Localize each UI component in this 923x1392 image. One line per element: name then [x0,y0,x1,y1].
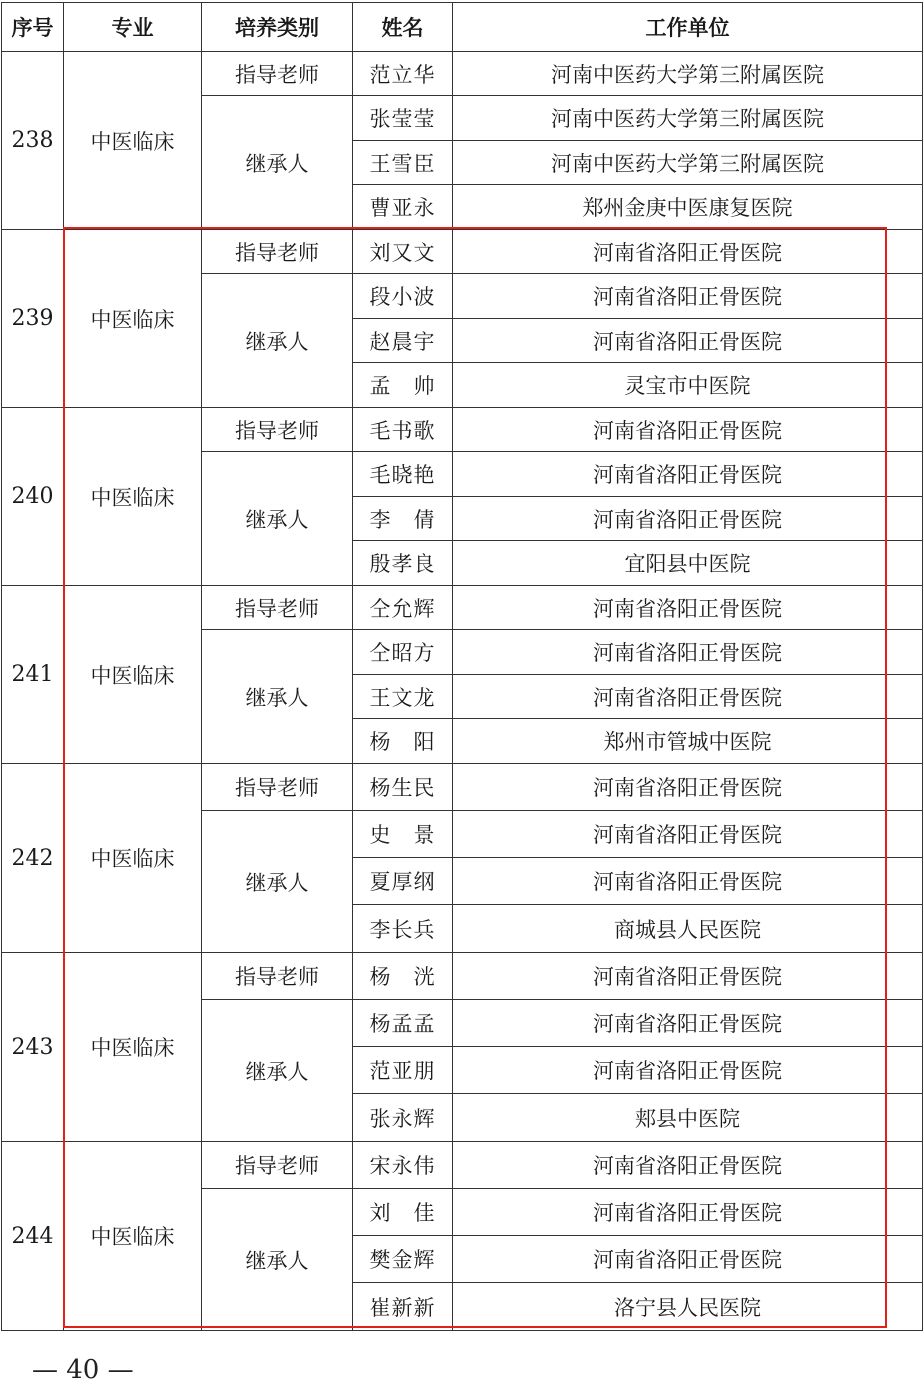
name-cell: 夏厚纲 [353,858,453,905]
unit-cell: 河南中医药大学第三附属医院 [453,52,923,96]
major-cell: 中医临床 [64,953,202,1142]
category-cell: 继承人 [202,96,353,230]
name-cell: 毛书歌 [353,408,453,452]
page-number: — 40 — [32,1355,134,1385]
name-cell: 杨 阳 [353,719,453,764]
unit-cell: 河南省洛阳正骨医院 [453,1236,923,1283]
seq-cell: 240 [2,408,64,586]
unit-cell: 河南中医药大学第三附属医院 [453,141,923,185]
unit-cell: 河南省洛阳正骨医院 [453,586,923,630]
header-unit: 工作单位 [453,3,923,52]
table-row [2,230,923,274]
category-cell: 指导老师 [202,586,353,630]
unit-cell: 河南省洛阳正骨医院 [453,1142,923,1189]
table-row [2,1142,923,1189]
table-row [2,586,923,630]
header-seq: 序号 [2,3,64,52]
unit-cell: 河南省洛阳正骨医院 [453,452,923,497]
name-cell: 李长兵 [353,905,453,953]
name-cell: 仝昭方 [353,630,453,675]
unit-cell: 河南省洛阳正骨医院 [453,1000,923,1047]
name-cell: 殷孝良 [353,541,453,586]
unit-cell: 洛宁县人民医院 [453,1283,923,1331]
name-cell: 刘 佳 [353,1189,453,1236]
name-cell: 史 景 [353,811,453,858]
unit-cell: 郑州金庚中医康复医院 [453,185,923,230]
seq-cell: 243 [2,953,64,1142]
seq-cell: 242 [2,764,64,953]
category-cell: 指导老师 [202,1142,353,1189]
seq-cell: 239 [2,230,64,408]
major-cell: 中医临床 [64,230,202,408]
category-cell: 继承人 [202,1000,353,1142]
name-cell: 仝允辉 [353,586,453,630]
name-cell: 王文龙 [353,675,453,719]
name-cell: 杨孟孟 [353,1000,453,1047]
unit-cell: 郏县中医院 [453,1094,923,1142]
category-cell: 指导老师 [202,52,353,96]
unit-cell: 河南省洛阳正骨医院 [453,858,923,905]
table-header-row [2,3,923,52]
major-cell: 中医临床 [64,408,202,586]
name-cell: 段小波 [353,274,453,319]
major-cell: 中医临床 [64,586,202,764]
category-cell: 继承人 [202,811,353,953]
seq-cell: 244 [2,1142,64,1331]
header-name: 姓名 [353,3,453,52]
unit-cell: 商城县人民医院 [453,905,923,953]
name-cell: 王雪臣 [353,141,453,185]
name-cell: 杨 洸 [353,953,453,1000]
category-cell: 指导老师 [202,230,353,274]
unit-cell: 灵宝市中医院 [453,363,923,408]
name-cell: 赵晨宇 [353,319,453,363]
unit-cell: 河南省洛阳正骨医院 [453,811,923,858]
unit-cell: 河南省洛阳正骨医院 [453,408,923,452]
header-major: 专业 [64,3,202,52]
category-cell: 继承人 [202,630,353,764]
table-body [2,52,923,1331]
category-cell: 指导老师 [202,953,353,1000]
name-cell: 张永辉 [353,1094,453,1142]
category-cell: 指导老师 [202,408,353,452]
unit-cell: 河南中医药大学第三附属医院 [453,96,923,141]
table-row [2,52,923,96]
unit-cell: 河南省洛阳正骨医院 [453,630,923,675]
seq-cell: 238 [2,52,64,230]
major-cell: 中医临床 [64,1142,202,1331]
category-cell: 继承人 [202,452,353,586]
unit-cell: 河南省洛阳正骨医院 [453,953,923,1000]
roster-table [1,2,923,1331]
unit-cell: 河南省洛阳正骨医院 [453,274,923,319]
name-cell: 范立华 [353,52,453,96]
name-cell: 曹亚永 [353,185,453,230]
unit-cell: 河南省洛阳正骨医院 [453,497,923,541]
category-cell: 指导老师 [202,764,353,811]
table-row [2,953,923,1000]
major-cell: 中医临床 [64,52,202,230]
name-cell: 刘又文 [353,230,453,274]
name-cell: 李 倩 [353,497,453,541]
unit-cell: 郑州市管城中医院 [453,719,923,764]
name-cell: 樊金辉 [353,1236,453,1283]
name-cell: 杨生民 [353,764,453,811]
table-row [2,408,923,452]
unit-cell: 宜阳县中医院 [453,541,923,586]
unit-cell: 河南省洛阳正骨医院 [453,319,923,363]
header-category: 培养类别 [202,3,353,52]
category-cell: 继承人 [202,1189,353,1331]
unit-cell: 河南省洛阳正骨医院 [453,1047,923,1094]
name-cell: 孟 帅 [353,363,453,408]
unit-cell: 河南省洛阳正骨医院 [453,764,923,811]
unit-cell: 河南省洛阳正骨医院 [453,675,923,719]
unit-cell: 河南省洛阳正骨医院 [453,1189,923,1236]
name-cell: 张莹莹 [353,96,453,141]
major-cell: 中医临床 [64,764,202,953]
name-cell: 毛晓艳 [353,452,453,497]
category-cell: 继承人 [202,274,353,408]
name-cell: 范亚朋 [353,1047,453,1094]
seq-cell: 241 [2,586,64,764]
name-cell: 宋永伟 [353,1142,453,1189]
unit-cell: 河南省洛阳正骨医院 [453,230,923,274]
name-cell: 崔新新 [353,1283,453,1331]
table-row [2,764,923,811]
